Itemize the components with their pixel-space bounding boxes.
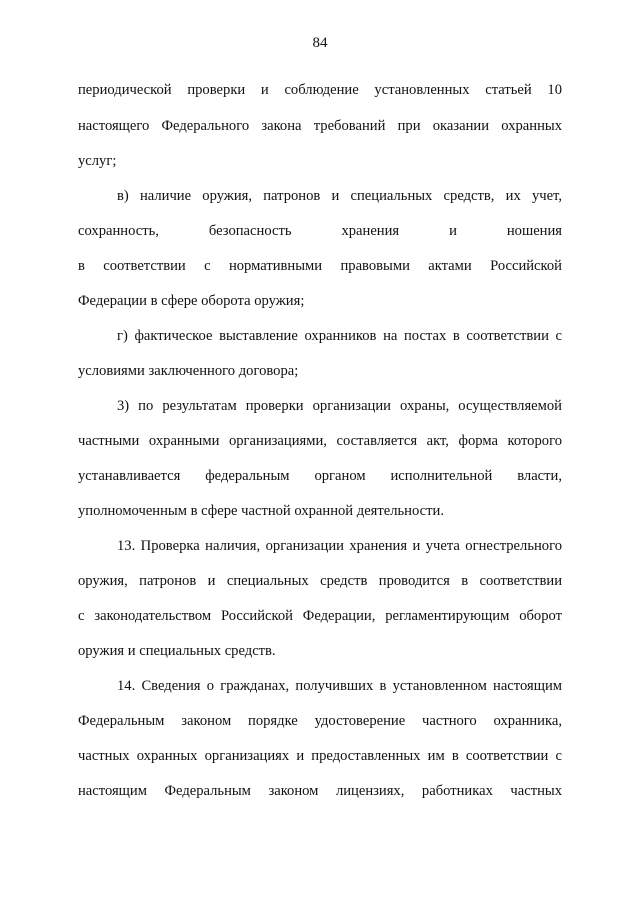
text-line-2: настоящего Федерального закона требований при оказании охранных — [78, 118, 562, 134]
text-line-7: Федерации в сфере оборота оружия; — [78, 293, 305, 309]
text-line-18: 14. Сведения о гражданах, получивших в установленном настоящим — [117, 678, 562, 694]
text-line-19: Федеральным законом порядке удостоверение частного охранника, — [78, 713, 562, 729]
text-line-10: 3) по результатам проверки организации охраны, осуществляемой — [117, 398, 562, 414]
text-line-14: 13. Проверка наличия, организации хранения и учета огнестрельного — [117, 538, 562, 554]
text-line-21: настоящим Федеральным законом лицензиях, работниках частных — [78, 783, 562, 799]
text-line-8: г) фактическое выставление охранников на постах в соответствии с — [117, 328, 562, 344]
text-line-11: частными охранными организациями, составляется акт, форма которого — [78, 433, 562, 449]
text-line-13: уполномоченным в сфере частной охранной деятельности. — [78, 503, 444, 519]
text-line-20: частных охранных организациях и предоставленных им в соответствии с — [78, 748, 562, 764]
text-line-6: в соответствии с нормативными правовыми актами Российской — [78, 258, 562, 274]
text-line-17: оружия и специальных средств. — [78, 643, 276, 659]
text-line-15: оружия, патронов и специальных средств проводится в соответствии — [78, 573, 562, 589]
text-line-9: условиями заключенного договора; — [78, 363, 299, 379]
text-line-16: с законодательством Российской Федерации, регламентирующим оборот — [78, 608, 562, 624]
page-number: 84 — [312, 35, 328, 51]
text-line-5: сохранность, безопасность хранения и ношения — [78, 223, 562, 239]
text-line-4: в) наличие оружия, патронов и специальных средств, их учет, — [117, 188, 562, 204]
text-line-1: периодической проверки и соблюдение установленных статьей 10 — [78, 82, 562, 98]
text-line-12: устанавливается федеральным органом исполнительной власти, — [78, 468, 562, 484]
text-line-3: услуг; — [78, 153, 117, 169]
